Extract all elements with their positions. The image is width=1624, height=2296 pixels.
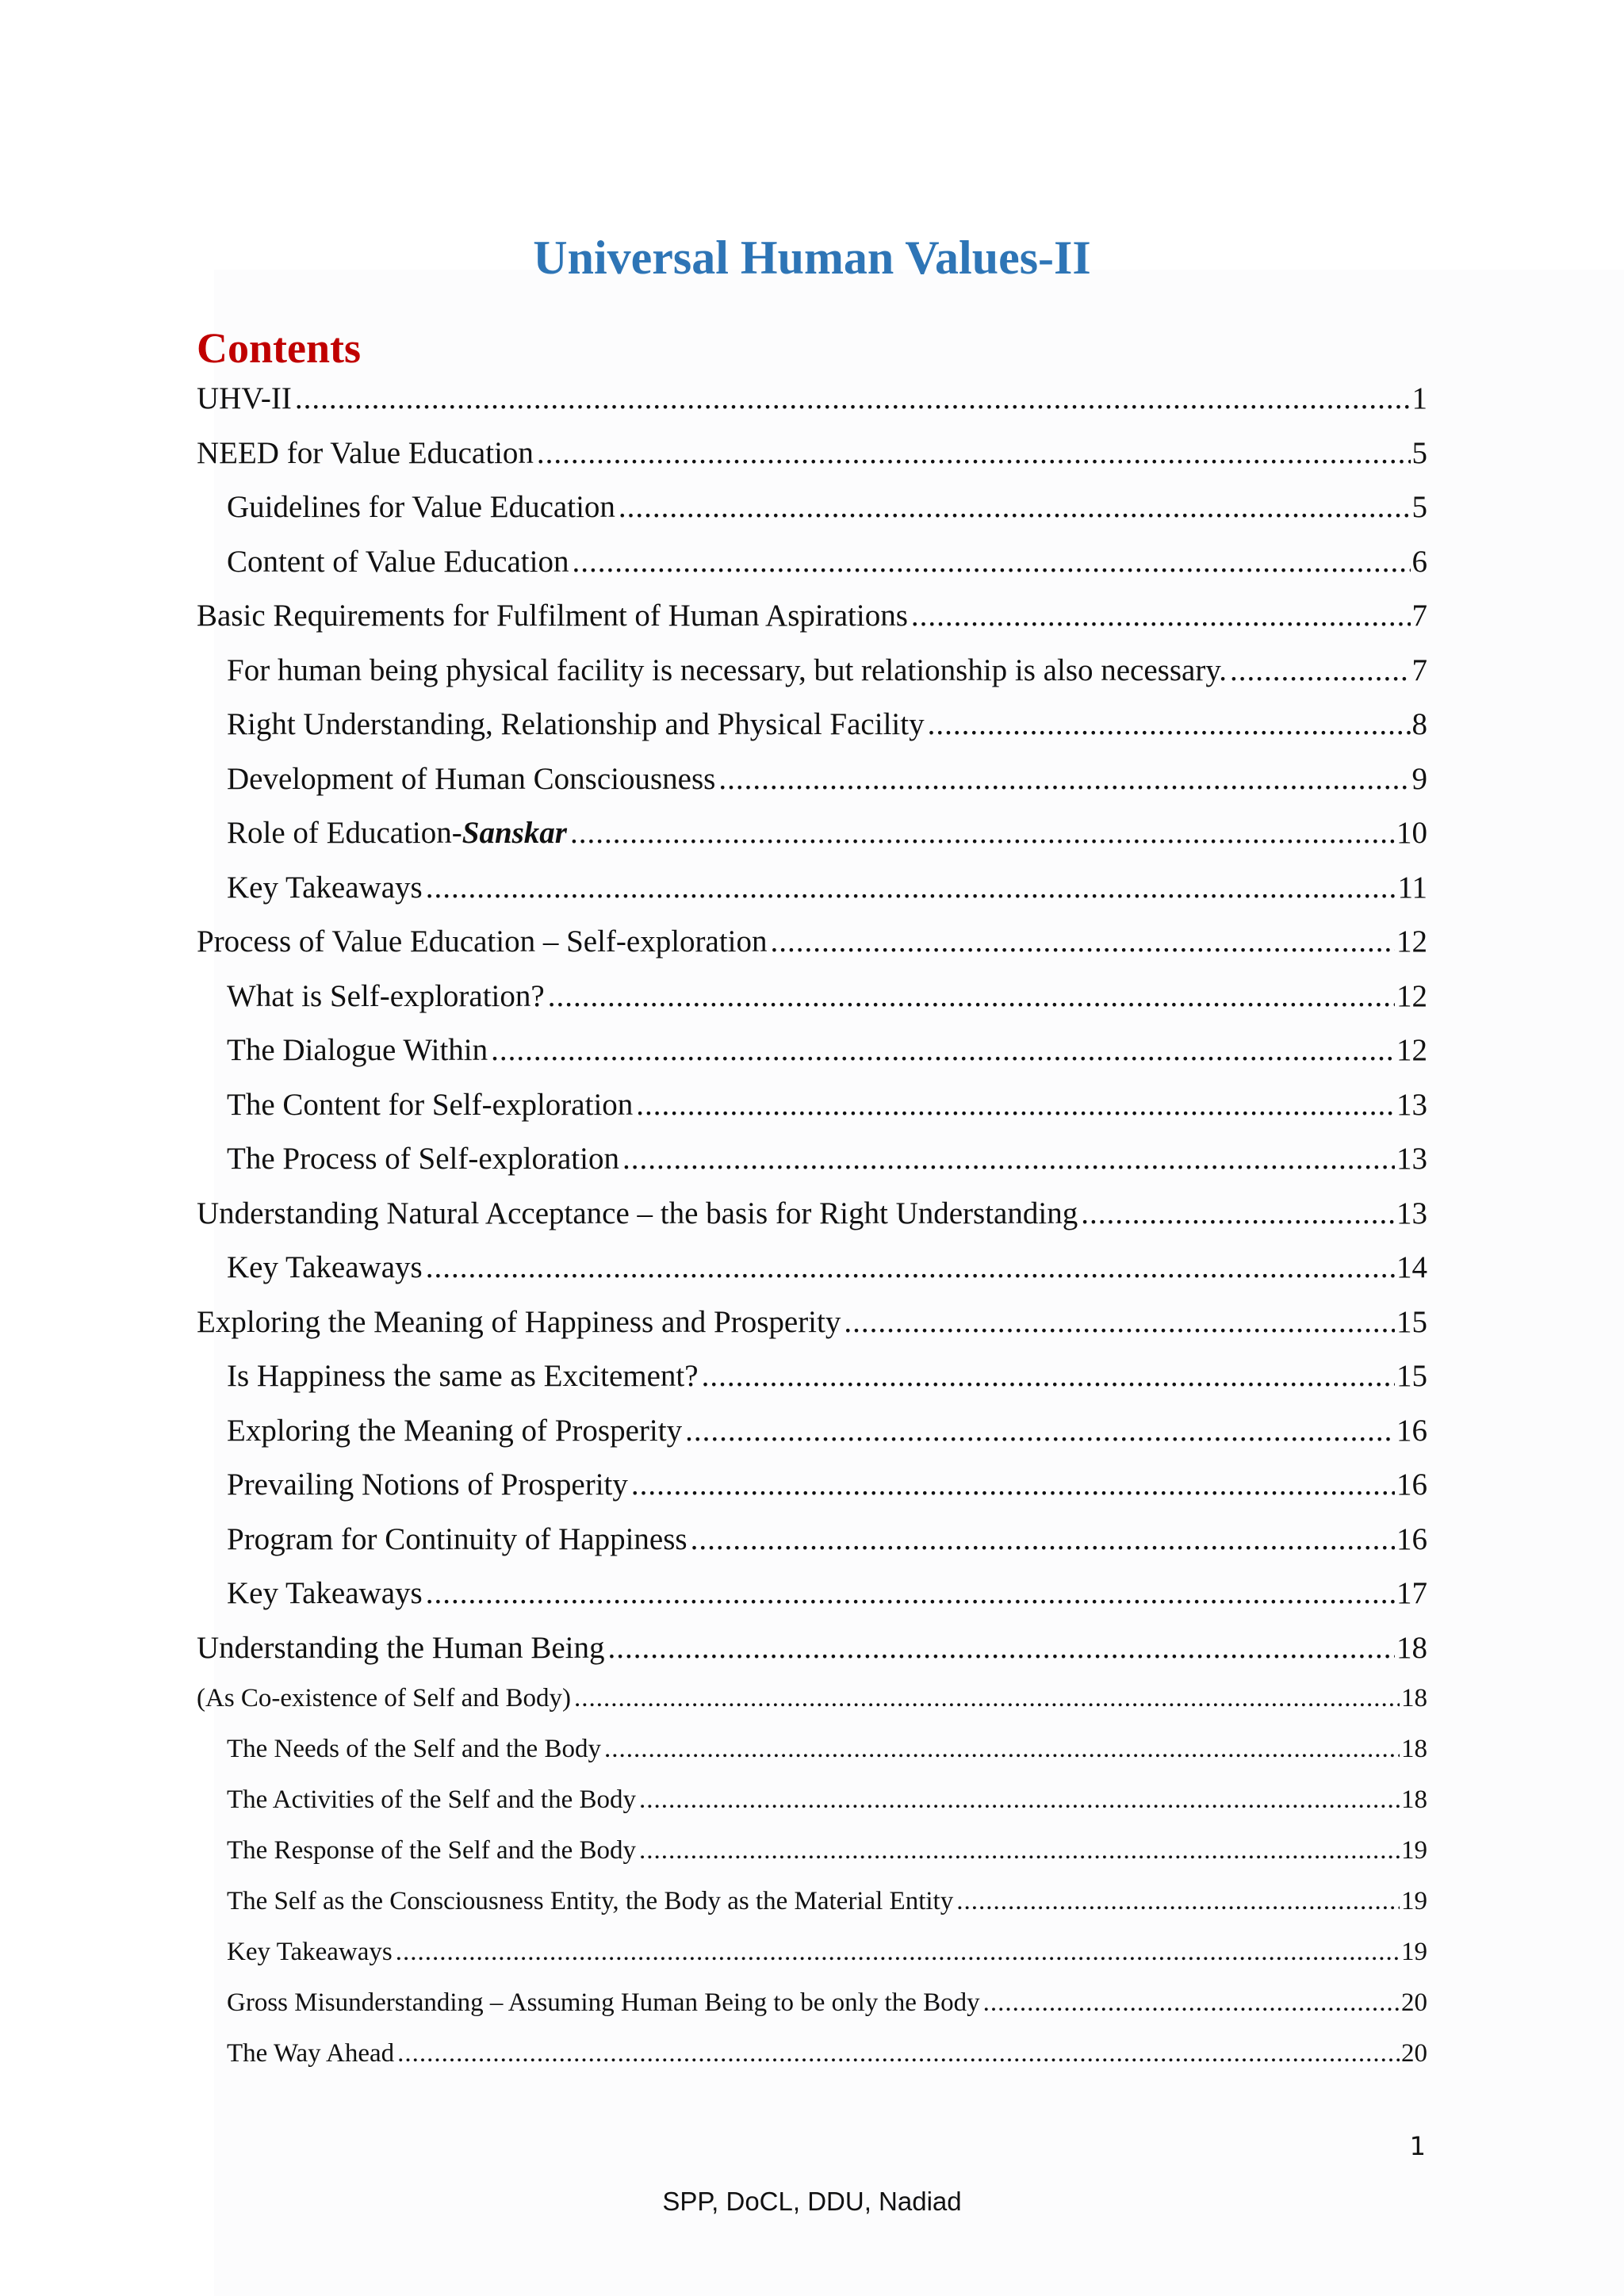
toc-entry-title: Prevailing Notions of Prosperity [227, 1468, 628, 1502]
toc-dot-leader [631, 1467, 1395, 1502]
toc-entry-page-number: 20 [1401, 2039, 1427, 2068]
toc-entry-title: Exploring the Meaning of Prosperity [227, 1413, 683, 1448]
toc-dot-leader [572, 544, 1410, 580]
toc-entry-title: The Way Ahead [227, 2039, 395, 2068]
toc-dot-leader [397, 2039, 1400, 2068]
toc-entry-title: Role of Education-Sanskar [227, 816, 567, 850]
toc-entry-page-number: 18 [1396, 1630, 1427, 1665]
toc-entry[interactable] [227, 1785, 1427, 1815]
document-title: Universal Human Values-II [533, 232, 1091, 284]
toc-entry-title: Key Takeaways [227, 1576, 423, 1610]
page-number: 1 [1409, 2131, 1426, 2161]
toc-entry[interactable] [227, 1141, 1427, 1177]
toc-entry[interactable] [227, 489, 1427, 525]
toc-entry-title: The Response of the Self and the Body [227, 1836, 636, 1865]
toc-dot-leader [491, 1032, 1395, 1068]
toc-entry-page-number: 5 [1411, 490, 1427, 524]
toc-entry-title: (As Co-existence of Self and Body) [197, 1684, 571, 1712]
toc-entry[interactable] [227, 1521, 1427, 1557]
toc-entry[interactable] [197, 1304, 1427, 1340]
toc-entry[interactable] [227, 706, 1427, 742]
toc-dot-leader [639, 1785, 1400, 1815]
toc-dot-leader [636, 1087, 1395, 1123]
toc-entry-page-number: 5 [1411, 435, 1427, 470]
toc-entry-page-number: 7 [1411, 652, 1427, 687]
toc-entry-title: For human being physical facility is necessary, but relationship is also necessary. [227, 652, 1228, 687]
toc-entry[interactable] [197, 1630, 1427, 1666]
toc-entry-page-number: 8 [1411, 707, 1427, 741]
toc-entry-title: UHV-II [197, 381, 292, 415]
toc-entry-title: Understanding the Human Being [197, 1630, 605, 1665]
toc-entry-page-number: 20 [1401, 1988, 1427, 2017]
toc-entry-title: Development of Human Consciousness [227, 761, 716, 796]
toc-entry-title: Exploring the Meaning of Happiness and Prosperity [197, 1304, 841, 1339]
toc-entry-title: NEED for Value Education [197, 435, 534, 470]
toc-entry-title: The Dialogue Within [227, 1033, 488, 1067]
toc-entry[interactable] [227, 1938, 1427, 1967]
toc-entry[interactable] [227, 870, 1427, 905]
toc-entry-page-number: 15 [1396, 1359, 1427, 1393]
toc-entry-title: The Needs of the Self and the Body [227, 1735, 601, 1763]
toc-entry-title: What is Self-exploration? [227, 978, 545, 1013]
toc-entry[interactable] [227, 1988, 1427, 2018]
toc-dot-leader [295, 381, 1411, 416]
toc-entry-page-number: 17 [1396, 1576, 1427, 1610]
toc-dot-leader [718, 761, 1410, 797]
toc-entry[interactable] [227, 1836, 1427, 1866]
toc-entry[interactable] [227, 2039, 1427, 2068]
toc-entry-page-number: 16 [1396, 1521, 1427, 1556]
toc-entry-page-number: 12 [1396, 924, 1427, 959]
toc-entry[interactable] [227, 652, 1427, 688]
toc-entry[interactable] [227, 1735, 1427, 1764]
toc-dot-leader [426, 1575, 1395, 1611]
toc-entry[interactable] [197, 381, 1427, 416]
toc-entry[interactable] [227, 761, 1427, 797]
toc-dot-leader [956, 1887, 1400, 1916]
toc-entry[interactable] [227, 815, 1427, 851]
toc-entry[interactable] [197, 1684, 1427, 1713]
toc-entry-page-number: 13 [1396, 1196, 1427, 1230]
toc-entry[interactable] [227, 1467, 1427, 1502]
toc-entry-page-number: 9 [1411, 761, 1427, 796]
toc-entry-page-number: 1 [1411, 381, 1427, 415]
toc-entry-page-number: 14 [1396, 1250, 1427, 1284]
toc-entry[interactable] [227, 1087, 1427, 1123]
toc-entry-page-number: 19 [1401, 1836, 1427, 1865]
toc-dot-leader [1081, 1196, 1395, 1231]
toc-entry[interactable] [227, 1358, 1427, 1394]
toc-dot-leader [537, 435, 1411, 471]
toc-entry-page-number: 15 [1396, 1304, 1427, 1339]
toc-dot-leader [619, 489, 1411, 525]
page-footer: SPP, DoCL, DDU, Nadiad [662, 2187, 962, 2216]
toc-entry-page-number: 12 [1396, 1033, 1427, 1067]
toc-entry-page-number: 7 [1411, 599, 1427, 633]
toc-entry-page-number: 16 [1396, 1468, 1427, 1502]
toc-entry-page-number: 19 [1401, 1887, 1427, 1915]
toc-entry[interactable] [227, 1249, 1427, 1285]
toc-dot-leader [702, 1358, 1395, 1394]
toc-dot-leader [844, 1304, 1395, 1340]
toc-entry[interactable] [227, 978, 1427, 1014]
toc-entry-page-number: 13 [1396, 1142, 1427, 1176]
toc-entry-title: Content of Value Education [227, 544, 569, 579]
toc-entry-title: Key Takeaways [227, 1250, 423, 1284]
toc-entry-page-number: 18 [1401, 1735, 1427, 1763]
toc-entry[interactable] [197, 435, 1427, 471]
toc-entry-title: Understanding Natural Acceptance – the basis for Right Understanding [197, 1196, 1078, 1230]
toc-dot-leader [574, 1684, 1400, 1713]
toc-dot-leader [1230, 652, 1410, 688]
toc-entry-title: Key Takeaways [227, 870, 423, 905]
toc-dot-leader [983, 1988, 1400, 2018]
toc-dot-leader [771, 924, 1395, 959]
toc-entry-title: Gross Misunderstanding – Assuming Human Being to be only the Body [227, 1988, 980, 2017]
toc-entry-title: Key Takeaways [227, 1938, 393, 1966]
toc-entry-title: The Self as the Consciousness Entity, the Body as the Material Entity [227, 1887, 954, 1915]
toc-entry-page-number: 11 [1397, 870, 1427, 905]
toc-entry-title: The Activities of the Self and the Body [227, 1785, 636, 1814]
toc-entry[interactable] [227, 1887, 1427, 1916]
toc-entry-page-number: 10 [1396, 816, 1427, 850]
toc-entry[interactable] [197, 924, 1427, 959]
toc-entry-page-number: 13 [1396, 1087, 1427, 1122]
toc-dot-leader [570, 815, 1395, 851]
toc-dot-leader [426, 1249, 1395, 1285]
toc-dot-leader [396, 1938, 1400, 1967]
toc-dot-leader [691, 1521, 1395, 1557]
toc-entry-page-number: 18 [1401, 1785, 1427, 1814]
toc-entry[interactable] [197, 598, 1427, 633]
toc-entry[interactable] [227, 1032, 1427, 1068]
toc-entry-page-number: 19 [1401, 1938, 1427, 1966]
toc-entry-title: The Content for Self-exploration [227, 1087, 634, 1122]
toc-entry[interactable] [227, 544, 1427, 580]
toc-entry-title: Guidelines for Value Education [227, 490, 615, 524]
toc-dot-leader [604, 1735, 1400, 1764]
toc-entry[interactable] [227, 1413, 1427, 1448]
toc-dot-leader [911, 598, 1411, 633]
contents-heading: Contents [197, 324, 362, 372]
toc-entry-page-number: 12 [1396, 978, 1427, 1013]
toc-entry-page-number: 18 [1401, 1684, 1427, 1712]
toc-dot-leader [639, 1836, 1400, 1866]
toc-entry-title: Process of Value Education – Self-exploration [197, 924, 768, 959]
toc-dot-leader [622, 1141, 1395, 1177]
toc-entry-title: Basic Requirements for Fulfilment of Human Aspirations [197, 599, 908, 633]
toc-dot-leader [928, 706, 1411, 742]
toc-entry[interactable] [227, 1575, 1427, 1611]
toc-entry-page-number: 6 [1411, 544, 1427, 579]
toc-entry[interactable] [197, 1196, 1427, 1231]
toc-dot-leader [426, 870, 1396, 905]
toc-entry-page-number: 16 [1396, 1413, 1427, 1448]
toc-entry-title: The Process of Self-exploration [227, 1142, 619, 1176]
toc-entry-title: Program for Continuity of Happiness [227, 1521, 688, 1556]
toc-dot-leader [607, 1630, 1395, 1666]
toc-dot-leader [548, 978, 1395, 1014]
toc-entry-title: Is Happiness the same as Excitement? [227, 1359, 699, 1393]
toc-entry-title: Right Understanding, Relationship and Physical Facility [227, 707, 925, 741]
toc-dot-leader [685, 1413, 1395, 1448]
